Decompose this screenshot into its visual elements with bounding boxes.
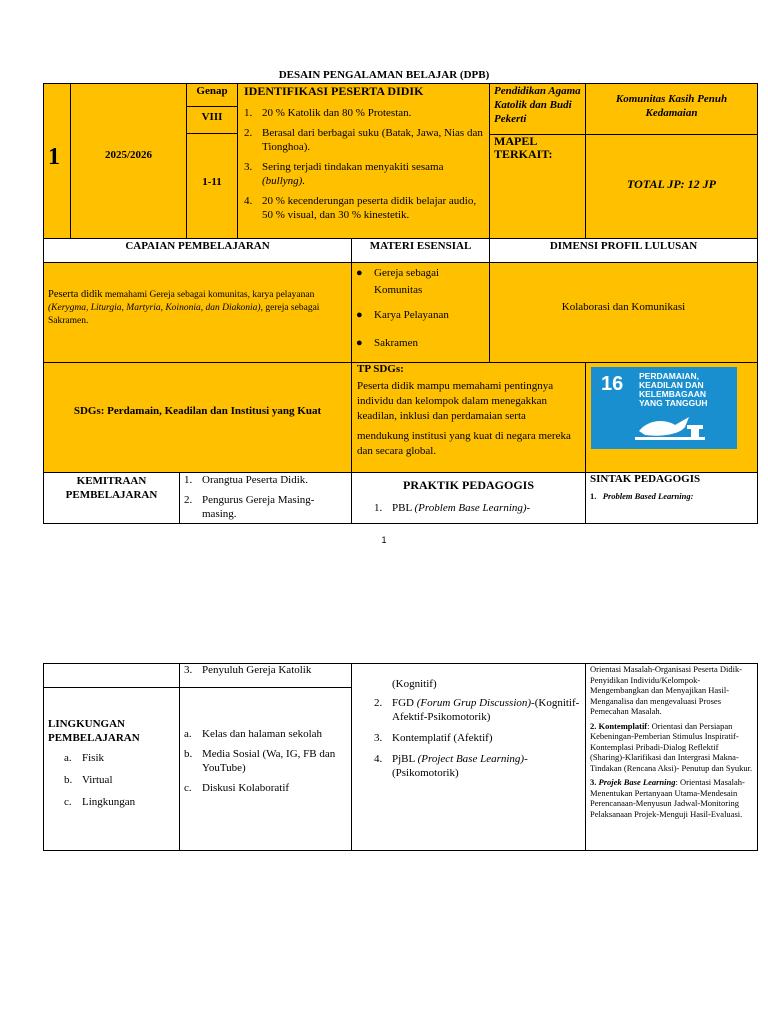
- lingkungan-details-cell: [179, 687, 352, 851]
- identifikasi-cell: [237, 83, 490, 239]
- sdg-logo-cell: [585, 362, 758, 473]
- lingkungan-types: [48, 751, 175, 809]
- grade-cell: [186, 106, 238, 134]
- identifikasi-list: [244, 106, 485, 222]
- sintak-label: SINTAK PEDAGOGIS: [590, 473, 701, 485]
- list-item: ● Sakramen: [356, 337, 418, 349]
- sdg-number: 16: [601, 373, 624, 395]
- range-cell: [186, 133, 238, 239]
- identifikasi-title: IDENTIFIKASI PESERTA DIDIK: [244, 84, 424, 98]
- list-item: 3. Kontemplatif (Afektif): [374, 732, 493, 744]
- sdg16-logo: [591, 367, 737, 449]
- semester-cell: [186, 83, 238, 107]
- theme: Komunitas Kasih Penuh Kedamaian: [615, 93, 728, 119]
- list-item: 4. PjBL (Project Base Learning)-(Psikomotorik): [374, 753, 528, 779]
- school-year: 2025/2026: [104, 149, 153, 161]
- list-item: 2. FGD (Forum Grup Discussion)-(Kognitif-Afektif-Psikomotorik): [374, 697, 580, 723]
- list-item: c. Lingkungan: [64, 796, 136, 808]
- list-item: b. Virtual: [64, 774, 113, 786]
- sintak-first: 1. Problem Based Learning:: [590, 491, 694, 501]
- kemitraan-label-cell: [43, 472, 180, 524]
- list-item: ● Gereja sebagai Komunitas: [356, 267, 440, 296]
- empty-cell: [43, 663, 180, 688]
- praktik-first-cont: (Kognitif): [392, 678, 437, 690]
- doc-title: DESAIN PENGALAMAN BELAJAR (DPB): [278, 69, 490, 81]
- dimensi-header-cell: [489, 238, 758, 263]
- kemitraan-list: [184, 473, 347, 521]
- lingkungan-details: [184, 727, 347, 795]
- sintak-second: 2. Kontemplatif: Orientasi dan Persiapan Kebeningan-Pemberian Stimulus Inspiratif-Kontemplasi Pribadi-Dialog Reflektif (Sharing)-Klarifikasi dan Intergrasi Makna-Tindakan (Rencana Aksi)- Penutup dan Syukur.: [590, 720, 753, 773]
- list-item: 1. 20 % Katolik dan 80 % Protestan.: [244, 107, 412, 119]
- subject: Pendidikan Agama Katolik dan Budi Pekerti: [494, 85, 581, 125]
- sdg-logo-text: PERDAMAIAN, KEADILAN DAN KELEMBAGAAN YANG TANGGUH: [639, 371, 708, 408]
- dimensi-header: DIMENSI PROFIL LULUSAN: [549, 240, 698, 252]
- tp-sdgs-cell: [351, 362, 586, 473]
- tp-sdgs-text-1: Peserta didik mampu memahami pentingnya individu dan kelompok dalam menegakkan keadilan, inklusi dan perdamaian serta: [357, 380, 554, 422]
- kemitraan-label: KEMITRAAN PEMBELAJARAN: [65, 475, 158, 501]
- dove-gavel-icon: [631, 409, 711, 445]
- list-item: b. Media Sosial (Wa, IG, FB dan YouTube): [184, 748, 336, 774]
- semester: Genap: [196, 85, 228, 97]
- mapel-cell: [489, 134, 586, 239]
- tp-sdgs-text-2: mendukung institusi yang kuat di negara mereka dan secara global.: [357, 430, 571, 457]
- list-item: 2. Pengurus Gereja Masing-masing.: [184, 494, 315, 520]
- meeting-range: 1-11: [202, 176, 222, 188]
- sintak-cell: [585, 472, 758, 524]
- list-item: 4. 20 % kecenderungan peserta didik belajar audio, 50 % visual, dan 30 % kinestetik.: [244, 195, 477, 221]
- row-number: 1: [48, 144, 60, 170]
- praktik-continued-cell: [351, 663, 586, 851]
- capaian-header-cell: [43, 238, 352, 263]
- sdgs-label: SDGs: Perdamain, Keadilan dan Institusi yang Kuat: [73, 405, 322, 417]
- subject-cell: [489, 83, 586, 135]
- capaian-text: Peserta didik memahami Gereja sebagai komunitas, karya pelayanan (Kerygma, Liturgia, Martyria, Koinonia, dan Diakonia), gereja sebagai Sakramen.: [48, 289, 320, 326]
- list-item: a. Fisik: [64, 752, 105, 764]
- lingkungan-label-cell: [43, 687, 180, 851]
- dimensi-cell: [489, 262, 758, 363]
- list-item: 2. Berasal dari berbagai suku (Batak, Jawa, Nias dan Tionghoa).: [244, 127, 483, 153]
- dimensi-text: Kolaborasi dan Komunikasi: [561, 301, 686, 313]
- total-jp-cell: [585, 134, 758, 239]
- materi-cell: [351, 262, 490, 363]
- list-item: 3. Sering terjadi tindakan menyakiti sesama (bullyng).: [244, 161, 444, 187]
- praktik-list: [356, 696, 581, 780]
- year-cell: [70, 83, 187, 239]
- capaian-header: CAPAIAN PEMBELAJARAN: [125, 240, 270, 252]
- materi-header: MATERI ESENSIAL: [369, 240, 472, 252]
- list-item: 3. Penyuluh Gereja Katolik: [184, 664, 312, 676]
- sintak-third: 3. Projek Base Learning: Orientasi Masalah-Menentukan Pertanyaan Utama-Mendesain Perencanaan-Menyusun Jadwal-Monitoring Pelaksanaan Projek-Menguji Hasil-Evaluasi.: [590, 777, 745, 819]
- materi-header-cell: [351, 238, 490, 263]
- list-item: ● Karya Pelayanan: [356, 309, 449, 321]
- list-item: a. Kelas dan halaman sekolah: [184, 728, 323, 740]
- praktik-label: PRAKTIK PEDAGOGIS: [402, 478, 534, 492]
- capaian-cell: [43, 262, 352, 363]
- mapel-label: MAPEL TERKAIT:: [494, 134, 553, 161]
- lingkungan-label: LINGKUNGAN PEMBELAJARAN: [48, 718, 140, 744]
- sintak-continued-cell: [585, 663, 758, 851]
- total-jp: TOTAL JP: 12 JP: [627, 177, 716, 191]
- list-item: 1. PBL (Problem Base Learning)-: [374, 502, 531, 514]
- kemitraan-continued-cell: [179, 663, 352, 688]
- materi-list: [356, 265, 485, 352]
- praktik-cell: [351, 472, 586, 524]
- theme-cell: [585, 83, 758, 135]
- grade: VIII: [201, 111, 223, 123]
- kemitraan-items-cell: [179, 472, 352, 524]
- list-item: 1. Orangtua Peserta Didik.: [184, 474, 308, 486]
- sdgs-label-cell: [43, 362, 352, 473]
- list-item: c. Diskusi Kolaboratif: [184, 782, 290, 794]
- tp-sdgs-title: TP SDGs:: [357, 363, 404, 375]
- page-number: 1: [381, 535, 387, 545]
- sintak-first-body: Orientasi Masalah-Organisasi Peserta Didik-Penyidikan Individu/Kelompok-Mengembangkan dan Menyajikan Hasil-Menganalisa dan mengevaluasi Proses Pemecahan Masalah.: [590, 664, 743, 716]
- row-number-cell: [43, 83, 71, 239]
